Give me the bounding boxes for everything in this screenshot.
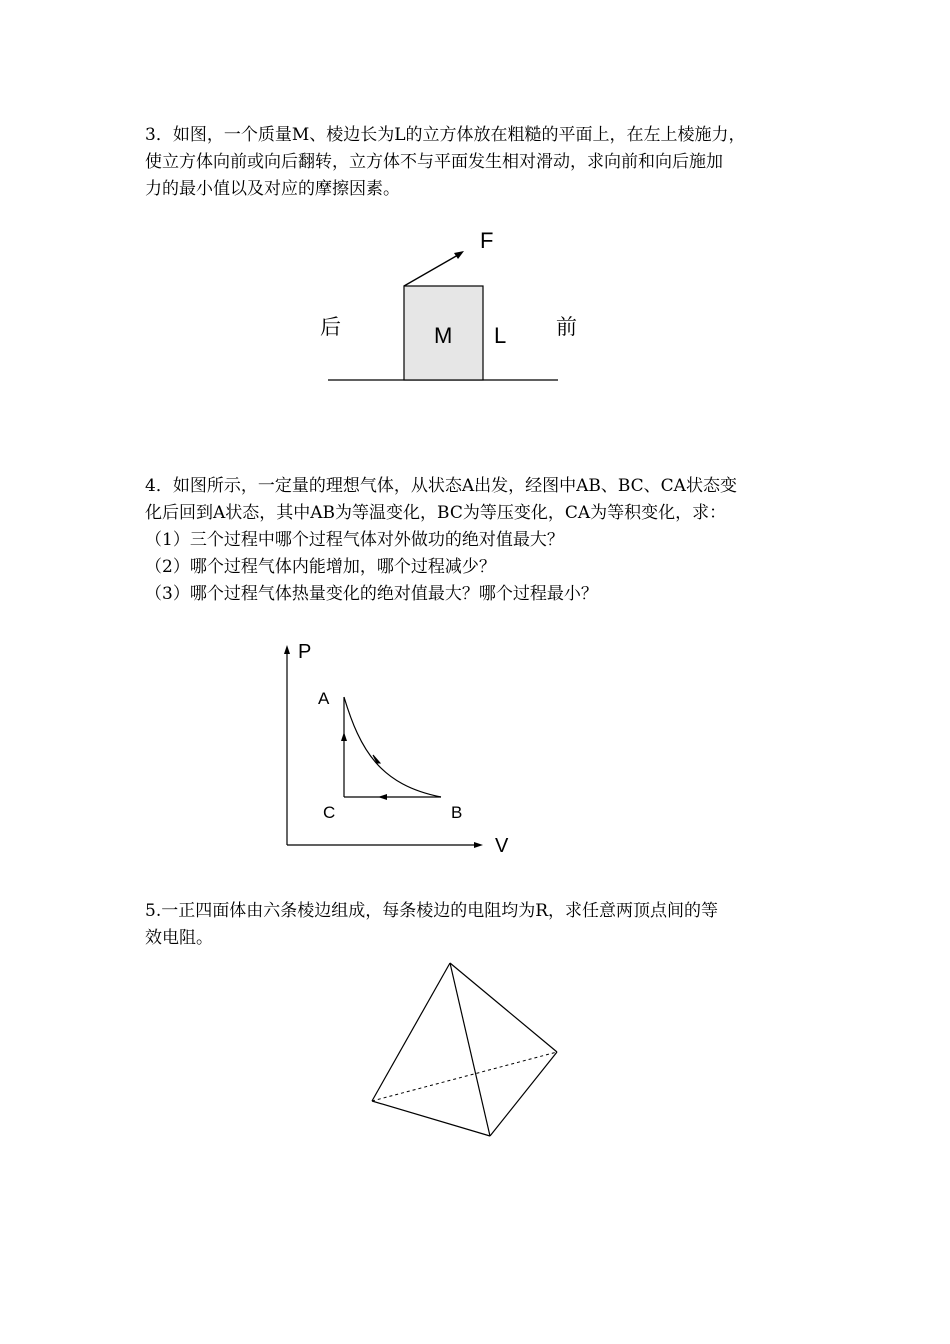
p-axis-arrow <box>284 645 290 654</box>
question-4-text <box>145 473 737 608</box>
back-label: 后 <box>320 315 341 339</box>
force-arrow-head <box>454 251 464 259</box>
question-3-line-1: 3．如图，一个质量M、棱边长为L的立方体放在粗糙的平面上，在左上棱施力， <box>145 125 746 145</box>
question-3-text <box>145 122 746 203</box>
force-arrow <box>404 255 458 286</box>
edge-top-bottom <box>450 963 490 1136</box>
tetrahedron-figure <box>360 955 570 1145</box>
pv-diagram <box>270 630 530 860</box>
mass-label: M <box>434 323 453 348</box>
v-axis-label: V <box>495 835 509 857</box>
question-4-line-5: （3）哪个过程气体热量变化的绝对值最大？哪个过程最小？ <box>145 584 598 604</box>
question-3-line-2: 使立方体向前或向后翻转，立方体不与平面发生相对滑动，求向前和向后施加 <box>145 152 723 172</box>
question-3-line-3: 力的最小值以及对应的摩擦因素。 <box>145 179 400 199</box>
front-label: 前 <box>556 315 577 339</box>
question-4-line-1: 4．如图所示，一定量的理想气体，从状态A出发，经图中AB、BC、CA状态变 <box>145 476 737 496</box>
edge-bottom-right <box>490 1052 557 1136</box>
process-bc-arrow <box>378 794 387 800</box>
edge-left-bottom <box>372 1101 490 1136</box>
point-a-label: A <box>318 689 330 708</box>
process-ab-arrow <box>373 755 380 763</box>
hidden-edge-dashed <box>372 1052 557 1101</box>
question-4-line-2: 化后回到A状态，其中AB为等温变化，BC为等压变化，CA为等积变化，求： <box>145 503 727 523</box>
question-4-line-3: （1）三个过程中哪个过程气体对外做功的绝对值最大？ <box>145 530 564 550</box>
point-b-label: B <box>451 803 463 822</box>
v-axis-arrow <box>474 842 483 848</box>
cube-figure <box>300 220 600 400</box>
question-5-line-2: 效电阻。 <box>145 928 213 948</box>
edge-top-right <box>450 963 557 1052</box>
process-ca-arrow <box>341 732 347 741</box>
question-5-line-1: 5.一正四面体由六条棱边组成，每条棱边的电阻均为R，求任意两顶点间的等 <box>145 901 719 921</box>
question-4-line-4: （2）哪个过程气体内能增加，哪个过程减少？ <box>145 557 496 577</box>
question-5-text <box>145 898 718 952</box>
edge-length-label: L <box>494 323 507 348</box>
edge-top-left <box>372 963 450 1101</box>
p-axis-label: P <box>298 641 312 663</box>
process-ab-curve <box>344 697 441 797</box>
point-c-label: C <box>323 803 336 822</box>
force-label: F <box>480 228 494 253</box>
